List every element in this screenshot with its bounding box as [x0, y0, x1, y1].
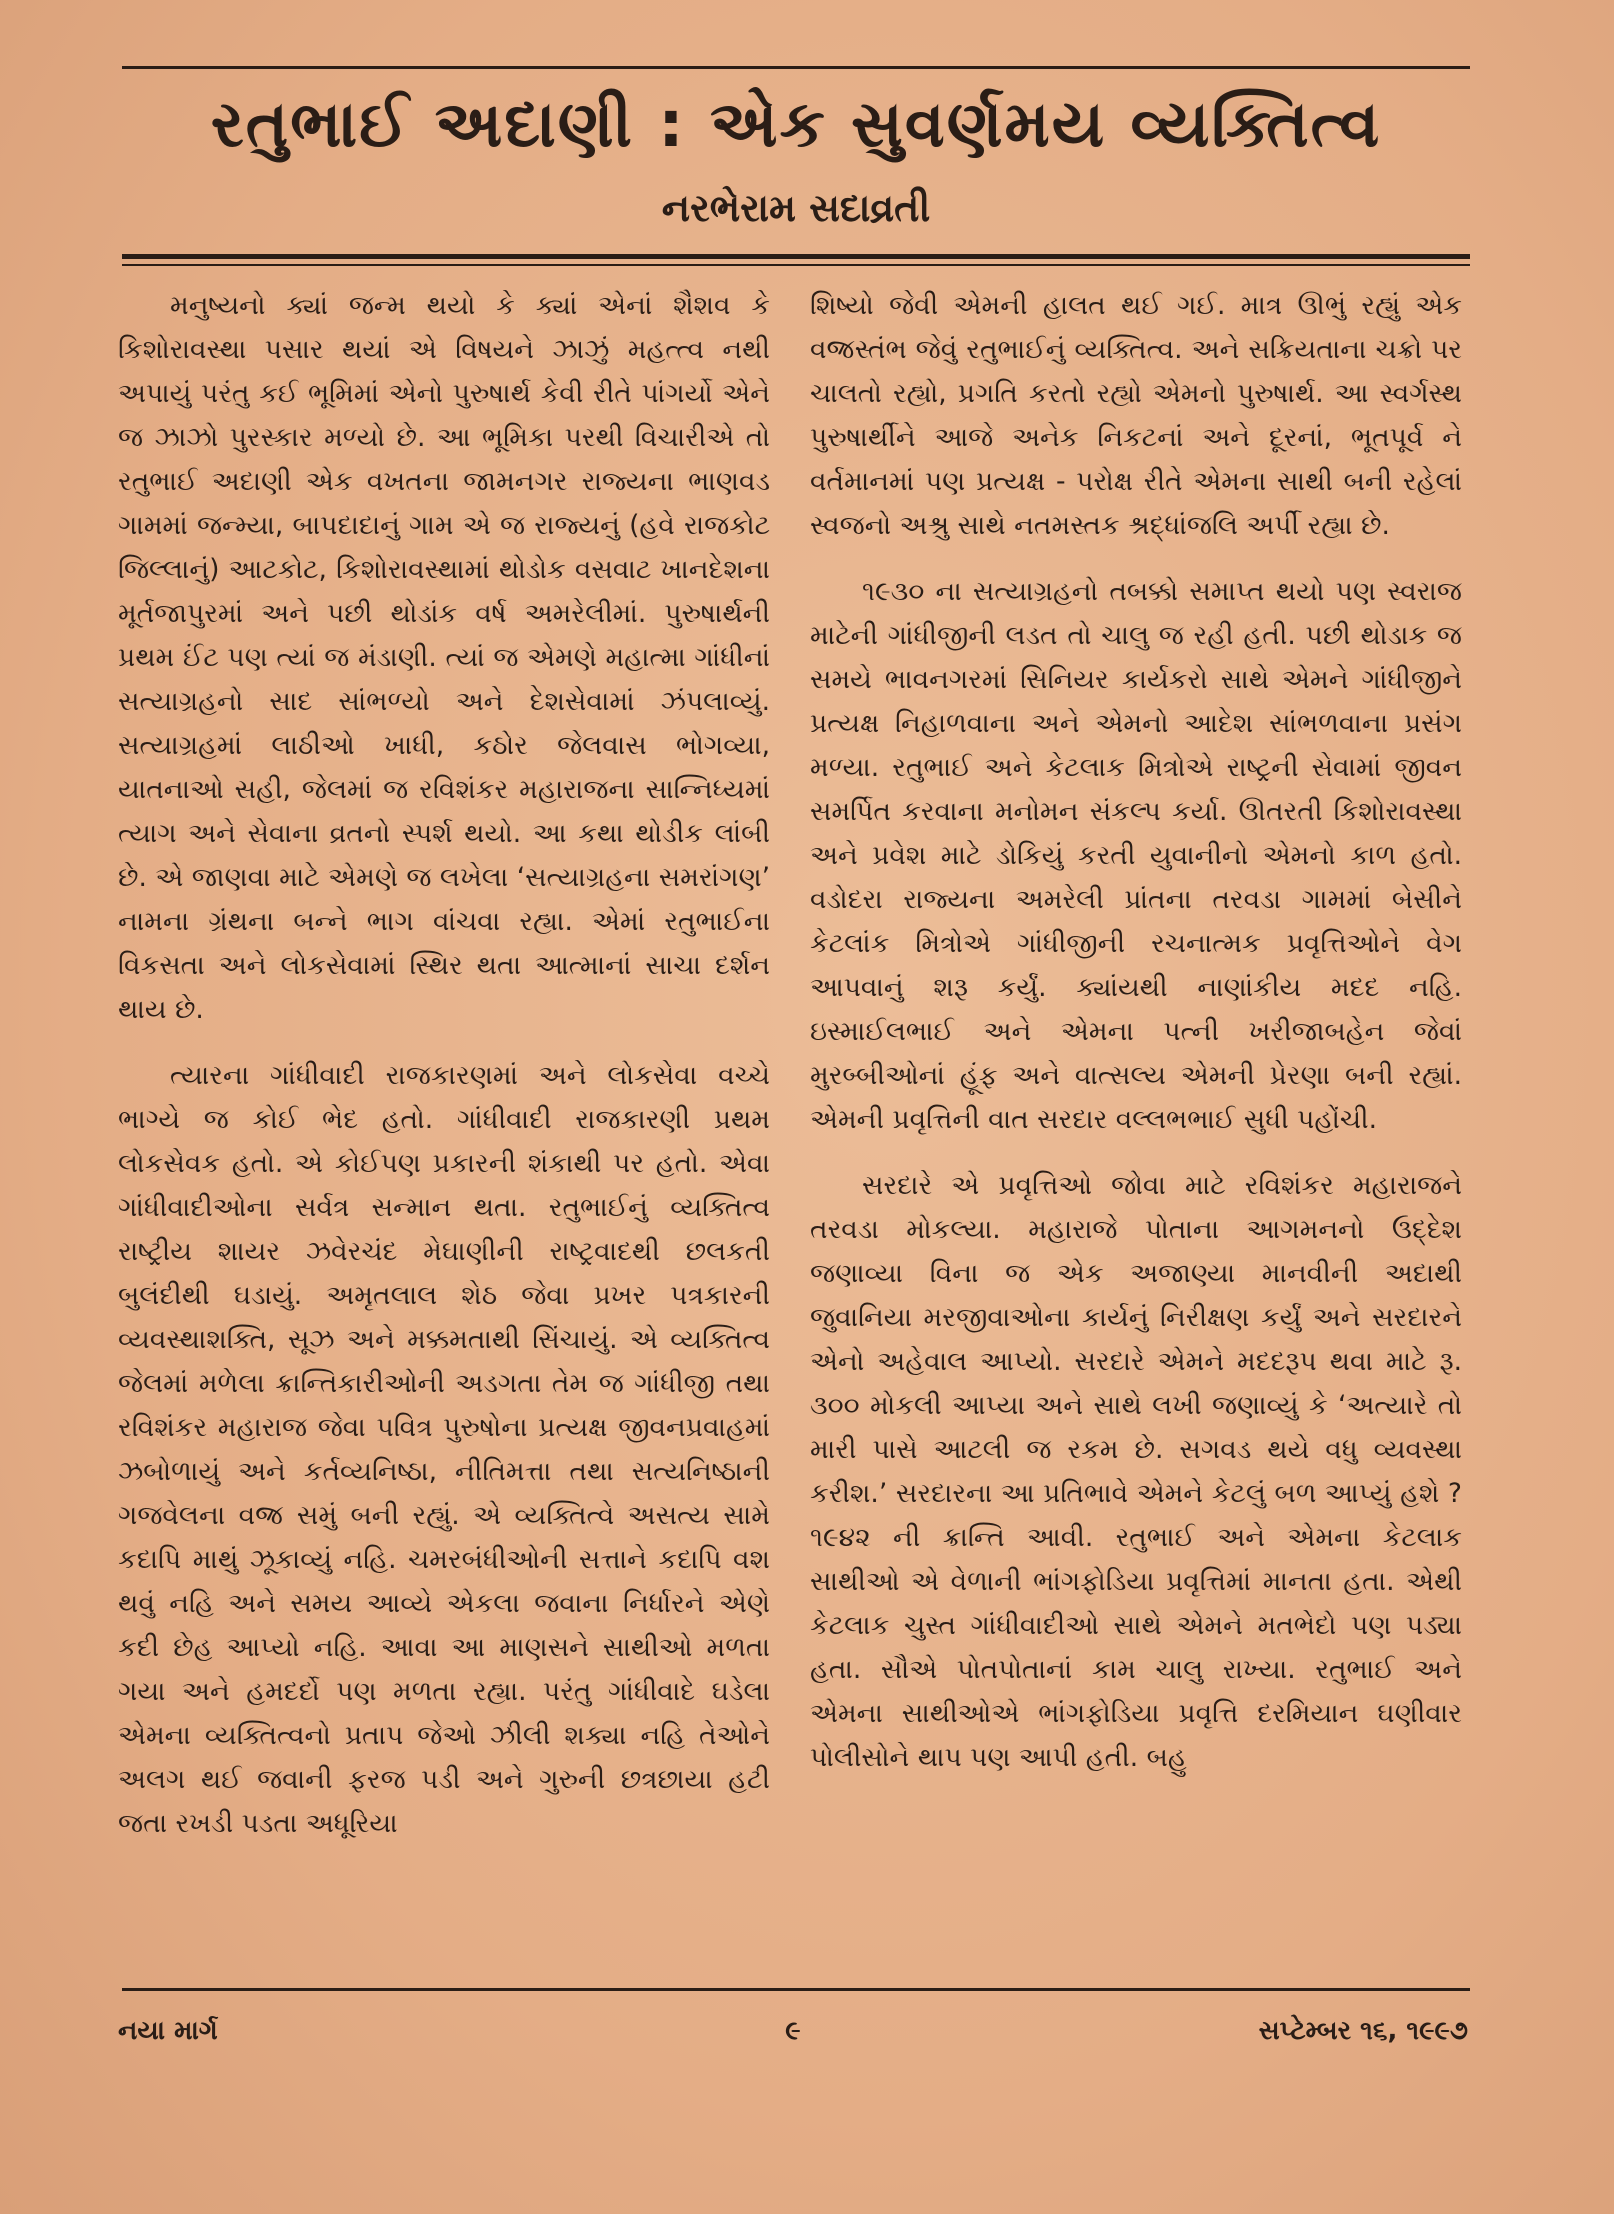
right-paragraph-3: સરદારે એ પ્રવૃત્તિઓ જોવા માટે રવિશંકર મહારાજને તરવડા મોકલ્યા. મહારાજે પોતાના આગમનનો ઉદ્દેશ જણાવ્યા વિના જ એક અજાણ્યા માનવીની અદાથી જુવાનિયા મરજીવાઓના કાર્યનું નિરીક્ષણ કર્યું અને સરદારને એનો અહેવાલ આપ્યો. સરદારે એમને મદદરૂપ થવા માટે રૂ. ૩૦૦ મોકલી આપ્યા અને સાથે લખી જણાવ્યું કે ‘અત્યારે તો મારી પાસે આટલી જ રકમ છે. સગવડ થયે વધુ વ્યવસ્થા કરીશ.’ સરદારના આ પ્રતિભાવે એમને કેટલું બળ આપ્યું હશે ? ૧૯૪૨ ની ક્રાન્તિ આવી. રતુભાઈ અને એમના કેટલાક સાથીઓ એ વેળાની ભાંગફોડિયા પ્રવૃત્તિમાં માનતા હતા. એથી કેટલાક ચુસ્ત ગાંધીવાદીઓ સાથે એમને મતભેદો પણ પડ્યા હતા. સૌએ પોતપોતાનાં કામ ચાલુ રાખ્યા. રતુભાઈ અને એમના સાથીઓએ ભાંગફોડિયા પ્રવૃત્તિ દરમિયાન ઘણીવાર પોલીસોને થાપ પણ આપી હતી. બહુ	[810, 1170, 1462, 1773]
header-rule-thin	[122, 264, 1470, 266]
footer-rule	[122, 1988, 1470, 1991]
page-number: ૯	[785, 2016, 801, 2046]
right-paragraph-2: ૧૯૩૦ ના સત્યાગ્રહનો તબક્કો સમાપ્ત થયો પણ સ્વરાજ માટેની ગાંધીજીની લડત તો ચાલુ જ રહી હતી. પછી થોડાક જ સમયે ભાવનગરમાં સિનિયર કાર્યકરો સાથે એમને ગાંધીજીને પ્રત્યક્ષ નિહાળવાના અને એમનો આદેશ સાંભળવાના પ્રસંગ મળ્યા. રતુભાઈ અને કેટલાક મિત્રોએ રાષ્ટ્રની સેવામાં જીવન સમર્પિત કરવાના મનોમન સંકલ્પ કર્યા. ઊતરતી કિશોરાવસ્થા અને પ્રવેશ માટે ડોકિયું કરતી યુવાનીનો એમનો કાળ હતો. વડોદરા રાજ્યના અમરેલી પ્રાંતના તરવડા ગામમાં બેસીને કેટલાંક મિત્રોએ ગાંધીજીની રચનાત્મક પ્રવૃત્તિઓને વેગ આપવાનું શરૂ કર્યું. ક્યાંયથી નાણાંકીય મદદ નહિ. ઇસ્માઈલભાઈ અને એમના પત્ની ખરીજાબહેન જેવાં મુરબ્બીઓનાં હૂંફ અને વાત્સલ્ય એમની પ્રેરણા બની રહ્યાં. એમની પ્રવૃત્તિની વાત સરદાર વલ્લભભાઈ સુધી પહોંચી.	[810, 576, 1462, 1135]
left-paragraph-1: મનુષ્યનો ક્યાં જન્મ થયો કે ક્યાં એનાં શૈશવ કે કિશોરાવસ્થા પસાર થયાં એ વિષયને ઝાઝું મહત્ત્વ નથી અપાયું પરંતુ કઈ ભૂમિમાં એનો પુરુષાર્થ કેવી રીતે પાંગર્યો એને જ ઝાઝો પુરસ્કાર મળ્યો છે. આ ભૂમિકા પરથી વિચારીએ તો રતુભાઈ અદાણી એક વખતના જામનગર રાજ્યના ભાણવડ ગામમાં જન્મ્યા, બાપદાદાનું ગામ એ જ રાજ્યનું (હવે રાજકોટ જિલ્લાનું) આટકોટ, કિશોરાવસ્થામાં થોડોક વસવાટ ખાનદેશના મૂર્તજાપુરમાં અને પછી થોડાંક વર્ષ અમરેલીમાં. પુરુષાર્થની પ્રથમ ઈંટ પણ ત્યાં જ મંડાણી. ત્યાં જ એમણે મહાત્મા ગાંધીનાં સત્યાગ્રહનો સાદ સાંભળ્યો અને દેશસેવામાં ઝંપલાવ્યું. સત્યાગ્રહમાં લાઠીઓ ખાધી, કઠોર જેલવાસ ભોગવ્યા, યાતનાઓ સહી, જેલમાં જ રવિશંકર મહારાજના સાન્નિધ્યમાં ત્યાગ અને સેવાના વ્રતનો સ્પર્શ થયો. આ કથા થોડીક લાંબી છે. એ જાણવા માટે એમણે જ લખેલા ‘સત્યાગ્રહના સમરાંગણ’ નામના ગ્રંથના બન્ને ભાગ વાંચવા રહ્યા. એમાં રતુભાઈના વિકસતા અને લોકસેવામાં સ્થિર થતા આત્માનાં સાચા દર્શન થાય છે.	[118, 290, 770, 1025]
issue-date: સપ્ટેમ્બર ૧૬, ૧૯૯૭	[1258, 2016, 1468, 2046]
left-column	[118, 284, 770, 1868]
top-rule	[122, 66, 1470, 69]
right-paragraph-1: શિષ્યો જેવી એમની હાલત થઈ ગઈ. માત્ર ઊભું રહ્યું એક વજ્રસ્તંભ જેવું રતુભાઈનું વ્યક્તિત્વ. અને સક્રિયતાના ચક્રો પર ચાલતો રહ્યો, પ્રગતિ કરતો રહ્યો એમનો પુરુષાર્થ. આ સ્વર્ગસ્થ પુરુષાર્થીને આજે અનેક નિકટનાં અને દૂરનાં, ભૂતપૂર્વ ને વર્તમાનમાં પણ પ્રત્યક્ષ - પરોક્ષ રીતે એમના સાથી બની રહેલાં સ્વજનો અશ્રુ સાથે નતમસ્તક શ્રદ્ધાંજલિ અર્પી રહ્યા છે.	[810, 290, 1462, 541]
article-author: નરભેરામ સદાવ્રતી	[661, 186, 931, 230]
left-paragraph-2: ત્યારના ગાંધીવાદી રાજકારણમાં અને લોકસેવા વચ્ચે ભાગ્યે જ કોઈ ભેદ હતો. ગાંધીવાદી રાજકારણી પ્રથમ લોકસેવક હતો. એ કોઈપણ પ્રકારની શંકાથી પર હતો. એવા ગાંધીવાદીઓના સર્વત્ર સન્માન થતા. રતુભાઈનું વ્યક્તિત્વ રાષ્ટ્રીય શાયર ઝવેરચંદ મેઘાણીની રાષ્ટ્રવાદથી છલકતી બુલંદીથી ઘડાયું. અમૃતલાલ શેઠ જેવા પ્રખર પત્રકારની વ્યવસ્થાશક્તિ, સૂઝ અને મક્કમતાથી સિંચાયું. એ વ્યક્તિત્વ જેલમાં મળેલા ક્રાન્તિકારીઓની અડગતા તેમ જ ગાંધીજી તથા રવિશંકર મહારાજ જેવા પવિત્ર પુરુષોના પ્રત્યક્ષ જીવનપ્રવાહમાં ઝબોળાયું અને કર્તવ્યનિષ્ઠા, નીતિમત્તા તથા સત્યનિષ્ઠાની ગજવેલના વજ્ર સમું બની રહ્યું. એ વ્યક્તિત્વે અસત્ય સામે કદાપિ માથું ઝૂકાવ્યું નહિ. ચમરબંધીઓની સત્તાને કદાપિ વશ થવું નહિ અને સમય આવ્યે એકલા જવાના નિર્ધારને એણે કદી છેહ આપ્યો નહિ. આવા આ માણસને સાથીઓ મળતા ગયા અને હમદર્દો પણ મળતા રહ્યા. પરંતુ ગાંધીવાદે ઘડેલા એમના વ્યક્તિત્વનો પ્રતાપ જેઓ ઝીલી શક્યા નહિ તેઓને અલગ થઈ જવાની ફરજ પડી અને ગુરુની છત્રછાયા હટી જતા રખડી પડતા અધૂરિયા	[118, 1060, 770, 1839]
publication-name: નયા માર્ગ	[118, 2016, 218, 2046]
article-title: રતુભાઈ અદાણી : એક સુવર્ણમય વ્યક્તિત્વ	[210, 88, 1382, 162]
right-column	[810, 284, 1462, 1802]
header-rule-thick	[122, 254, 1470, 259]
